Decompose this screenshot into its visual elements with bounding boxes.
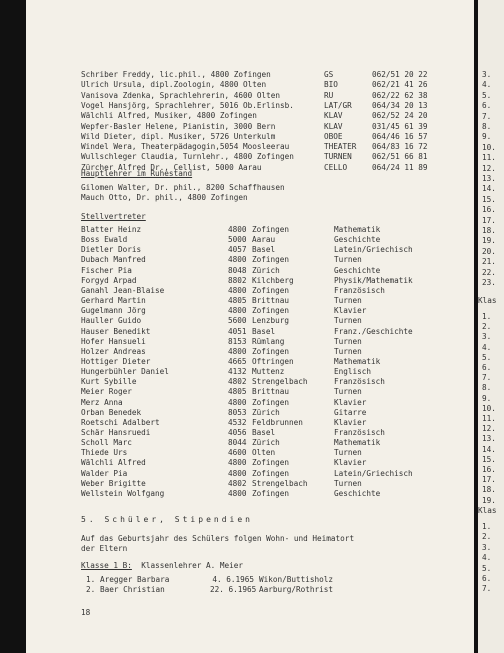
stellvertreter-name: Scholl Marc <box>81 438 132 448</box>
teacher-name: Schriber Freddy, lic.phil., 4800 Zofingen <box>81 70 271 79</box>
stellvertreter-zip: 4132 <box>228 367 247 377</box>
stellvertreter-town: Oftringen <box>252 356 294 366</box>
stellvertreter-zip: 8153 <box>228 336 247 346</box>
stellvertreter-subject: Turnen <box>334 448 362 458</box>
stellvertreter-name: Orban Benedek <box>81 407 142 417</box>
stellvertreter-zip: 5600 <box>228 316 247 326</box>
teacher-name: Zürcher Alfred Dr., Cellist, 5000 Aarau <box>81 162 262 172</box>
right-page-number: 11. <box>482 153 496 163</box>
stellvertreter-heading: Stellvertreter <box>81 212 146 221</box>
teacher-phone: 062/51 20 22 <box>372 70 428 79</box>
stellvertreter-town: Zofingen <box>252 458 290 468</box>
teacher-phone: 064/46 16 57 <box>372 131 428 141</box>
stellvertreter-zip: 4665 <box>228 356 247 366</box>
stellvertreter-town: Zofingen <box>252 346 290 356</box>
right-page-klasse: Klas <box>478 296 497 305</box>
stellvertreter-town: Rümlang <box>252 336 285 346</box>
stellvertreter-zip: 4802 <box>228 478 247 488</box>
student-birthdate: 4. 6.1965 <box>212 575 254 584</box>
stellvertreter-town: Basel <box>252 245 276 255</box>
klasse-heading: Klasse 1 B: <box>81 561 132 570</box>
right-page-number: 8. <box>482 122 492 131</box>
stellvertreter-zip: 5000 <box>228 235 247 245</box>
stellvertreter-subject: Turnen <box>334 336 362 346</box>
stellvertreter-subject: Mathematik <box>334 438 381 448</box>
teacher-phone: 062/52 24 20 <box>372 111 428 121</box>
stellvertreter-name: Schär Hansruedi <box>81 428 151 437</box>
right-page-klasse: Klas <box>478 506 497 515</box>
document-page-right <box>478 0 504 653</box>
stellvertreter-town: Brittnau <box>252 387 290 397</box>
stellvertreter-subject: Mathematik <box>334 356 381 366</box>
teacher-subject: THEATER <box>324 142 357 152</box>
stellvertreter-subject: Turnen <box>334 255 362 265</box>
hauptlehrer-line: Gilomen Walter, Dr. phil., 8200 Schaffhausen <box>81 183 285 192</box>
right-page-number: 20. <box>482 246 496 256</box>
stellvertreter-zip: 4057 <box>228 245 247 255</box>
right-page-number: 14. <box>482 444 496 454</box>
right-page-number: 23. <box>482 278 496 287</box>
stellvertreter-subject: Physik/Mathematik <box>334 275 413 285</box>
student-place: Wikon/Buttisholz <box>259 575 334 584</box>
stellvertreter-zip: 8048 <box>228 265 247 275</box>
right-page-number: 6. <box>482 363 492 372</box>
stellvertreter-name: Merz Anna <box>81 397 123 407</box>
stellvertreter-zip: 8802 <box>228 275 247 285</box>
stellvertreter-name: Hottiger Dieter <box>81 356 151 366</box>
stellvertreter-town: Zofingen <box>252 468 290 478</box>
stellvertreter-subject: Klavier <box>334 458 367 468</box>
student-place: Aarburg/Rothrist <box>259 585 334 594</box>
stellvertreter-town: Zofingen <box>252 397 290 407</box>
stellvertreter-zip: 4802 <box>228 377 247 387</box>
hauptlehrer-heading: Hauptlehrer im Ruhestand <box>81 169 193 178</box>
stellvertreter-town: Brittnau <box>252 296 290 306</box>
stellvertreter-name: Hofer Hansueli <box>81 336 146 346</box>
right-page-number: 21. <box>482 257 496 267</box>
right-page-number: 3. <box>482 542 492 552</box>
right-page-number: 5. <box>482 352 492 362</box>
stellvertreter-town: Muttenz <box>252 367 285 377</box>
stellvertreter-subject: Turnen <box>334 387 362 397</box>
stellvertreter-subject: Gitarre <box>334 407 367 417</box>
stellvertreter-subject: Französisch <box>334 377 385 387</box>
stellvertreter-zip: 4056 <box>228 428 247 437</box>
stellvertreter-zip: 4532 <box>228 417 247 427</box>
section-title: 5. Schüler, Stipendien <box>81 515 253 524</box>
stellvertreter-town: Zofingen <box>252 225 290 234</box>
right-page-number: 15. <box>482 194 496 204</box>
right-page-number: 10. <box>482 403 496 413</box>
right-page-number: 9. <box>482 393 492 403</box>
stellvertreter-name: Wellstein Wolfgang <box>81 488 165 498</box>
stellvertreter-name: Fischer Pia <box>81 265 132 275</box>
right-page-number: 3. <box>482 332 492 342</box>
stellvertreter-name: Wälchli Alfred <box>81 458 146 468</box>
stellvertreter-town: Zürich <box>252 265 280 275</box>
stellvertreter-name: Dubach Manfred <box>81 255 146 265</box>
stellvertreter-name: Hauller Guido <box>81 316 142 326</box>
stellvertreter-zip: 4800 <box>228 397 247 407</box>
stellvertreter-subject: Französisch <box>334 428 385 437</box>
student-number: 2. <box>86 585 96 594</box>
stellvertreter-subject: Englisch <box>334 367 372 377</box>
stellvertreter-zip: 4800 <box>228 458 247 468</box>
document-page-left <box>26 0 474 653</box>
right-page-number: 6. <box>482 101 492 111</box>
stellvertreter-town: Zofingen <box>252 488 290 498</box>
right-page-number: 3. <box>482 70 492 79</box>
teacher-name: Ulrich Ursula, dipl.Zoologin, 4800 Olten <box>81 80 267 90</box>
stellvertreter-subject: Turnen <box>334 316 362 326</box>
right-page-number: 4. <box>482 553 492 563</box>
right-page-number: 17. <box>482 215 496 225</box>
teacher-subject: LAT/GR <box>324 100 352 110</box>
teacher-phone: 064/34 20 13 <box>372 100 428 110</box>
right-page-number: 13. <box>482 434 496 444</box>
section-intro: der Eltern <box>81 544 128 553</box>
right-page-number: 9. <box>482 132 492 142</box>
stellvertreter-town: Aarau <box>252 235 276 245</box>
teacher-subject: KLAV <box>324 121 343 131</box>
student-name: Aregger Barbara <box>100 575 170 584</box>
teacher-subject: BIO <box>324 80 338 90</box>
right-page-number: 10. <box>482 142 496 152</box>
teacher-name: Windel Wera, Theaterpädagogin,5054 Moosleerau <box>81 142 290 152</box>
stellvertreter-town: Strengelbach <box>252 377 308 387</box>
student-number: 1. <box>86 575 96 584</box>
stellvertreter-subject: Geschichte <box>334 488 381 498</box>
stellvertreter-zip: 4800 <box>228 306 247 316</box>
student-name: Baer Christian <box>100 585 165 594</box>
stellvertreter-subject: Klavier <box>334 397 367 407</box>
stellvertreter-town: Lenzburg <box>252 316 290 326</box>
teacher-subject: OBOE <box>324 131 343 141</box>
stellvertreter-subject: Latein/Griechisch <box>334 468 413 478</box>
teacher-name: Wälchli Alfred, Musiker, 4800 Zofingen <box>81 111 257 121</box>
teacher-phone: 062/22 62 38 <box>372 90 428 100</box>
stellvertreter-name: Ganahl Jean-Blaise <box>81 285 165 295</box>
teacher-subject: RU <box>324 90 334 100</box>
right-page-number: 4. <box>482 342 492 352</box>
stellvertreter-name: Weber Brigitte <box>81 478 146 488</box>
right-page-number: 12. <box>482 424 496 434</box>
stellvertreter-name: Meier Roger <box>81 387 132 397</box>
stellvertreter-town: Basel <box>252 326 276 336</box>
right-page-number: 6. <box>482 574 492 583</box>
stellvertreter-name: Forgyd Arpad <box>81 275 137 285</box>
teacher-name: Wild Dieter, dipl. Musiker, 5726 Unterkulm <box>81 131 276 141</box>
stellvertreter-zip: 4800 <box>228 225 247 234</box>
right-page-number: 12. <box>482 163 496 173</box>
right-page-number: 11. <box>482 414 496 423</box>
teacher-phone: 031/45 61 39 <box>372 121 428 131</box>
stellvertreter-zip: 4800 <box>228 285 247 295</box>
stellvertreter-name: Holzer Andreas <box>81 346 146 356</box>
stellvertreter-zip: 4600 <box>228 448 247 458</box>
stellvertreter-subject: Französisch <box>334 285 385 295</box>
stellvertreter-subject: Turnen <box>334 478 362 488</box>
stellvertreter-subject: Turnen <box>334 346 362 356</box>
right-page-number: 7. <box>482 111 492 121</box>
stellvertreter-name: Boss Ewald <box>81 235 128 245</box>
right-page-number: 7. <box>482 584 492 594</box>
stellvertreter-town: Kilchberg <box>252 275 294 285</box>
right-page-number: 18. <box>482 485 496 495</box>
stellvertreter-subject: Geschichte <box>334 235 381 245</box>
right-page-number: 14. <box>482 184 496 194</box>
right-page-number: 8. <box>482 383 492 393</box>
stellvertreter-name: Kurt Sybille <box>81 377 137 387</box>
stellvertreter-name: Thiede Urs <box>81 448 128 458</box>
stellvertreter-zip: 4800 <box>228 255 247 265</box>
right-page-number: 2. <box>482 532 492 542</box>
teacher-subject: TURNEN <box>324 152 352 162</box>
stellvertreter-zip: 8053 <box>228 407 247 417</box>
right-page-number: 16. <box>482 205 496 215</box>
stellvertreter-name: Hungerbühler Daniel <box>81 367 169 377</box>
right-page-number: 19. <box>482 236 496 246</box>
right-page-number: 13. <box>482 174 496 183</box>
stellvertreter-town: Zürich <box>252 438 280 448</box>
right-page-number: 16. <box>482 465 496 474</box>
stellvertreter-town: Zofingen <box>252 255 290 265</box>
stellvertreter-zip: 8044 <box>228 438 247 448</box>
stellvertreter-zip: 4805 <box>228 387 247 397</box>
stellvertreter-subject: Franz./Geschichte <box>334 326 413 336</box>
stellvertreter-zip: 4051 <box>228 326 247 336</box>
teacher-name: Wepfer-Basler Helene, Pianistin, 3000 Bern <box>81 121 276 131</box>
stellvertreter-town: Strengelbach <box>252 478 308 488</box>
stellvertreter-name: Gerhard Martin <box>81 296 146 306</box>
stellvertreter-zip: 4800 <box>228 346 247 356</box>
right-page-number: 17. <box>482 475 496 485</box>
stellvertreter-town: Olten <box>252 448 276 458</box>
section-intro: Auf das Geburtsjahr des Schülers folgen Wohn- und Heimatort <box>81 534 355 543</box>
teacher-name: Wullschleger Claudia, Turnlehr., 4800 Zofingen <box>81 152 294 162</box>
stellvertreter-town: Feldbrunnen <box>252 417 303 427</box>
stellvertreter-name: Gugelmann Jörg <box>81 306 146 316</box>
stellvertreter-subject: Klavier <box>334 306 367 316</box>
stellvertreter-name: Walder Pia <box>81 468 128 478</box>
teacher-phone: 062/51 66 81 <box>372 152 428 162</box>
stellvertreter-name: Dietler Doris <box>81 245 142 255</box>
right-page-number: 7. <box>482 373 492 383</box>
stellvertreter-subject: Mathematik <box>334 225 381 234</box>
right-page-number: 19. <box>482 495 496 505</box>
teacher-subject: KLAV <box>324 111 343 121</box>
right-page-number: 5. <box>482 90 492 100</box>
teacher-phone: 064/24 11 89 <box>372 162 428 172</box>
stellvertreter-town: Zürich <box>252 407 280 417</box>
right-page-number: 2. <box>482 322 492 332</box>
stellvertreter-town: Zofingen <box>252 306 290 316</box>
right-page-number: 18. <box>482 226 496 235</box>
right-page-number: 15. <box>482 454 496 464</box>
stellvertreter-subject: Geschichte <box>334 265 381 275</box>
right-page-number: 1. <box>482 312 492 321</box>
teacher-subject: GS <box>324 70 334 79</box>
stellvertreter-name: Blatter Heinz <box>81 225 142 234</box>
hauptlehrer-line: Mauch Otto, Dr. phil., 4800 Zofingen <box>81 193 248 202</box>
stellvertreter-subject: Latein/Griechisch <box>334 245 413 255</box>
klasse-teacher: Klassenlehrer A. Meier <box>141 561 244 570</box>
teacher-subject: CELLO <box>324 162 348 172</box>
teacher-phone: 064/83 16 72 <box>372 142 428 152</box>
stellvertreter-name: Hauser Benedikt <box>81 326 151 336</box>
stellvertreter-zip: 4800 <box>228 468 247 478</box>
klasse-line <box>81 561 243 571</box>
student-birthdate: 22. 6.1965 <box>210 585 257 594</box>
teacher-name: Vogel Hansjörg, Sprachlehrer, 5016 Ob.Erlinsb. <box>81 100 294 110</box>
teacher-name: Vanisova Zdenka, Sprachlehrerin, 4600 Olten <box>81 90 281 100</box>
right-page-number: 4. <box>482 80 492 90</box>
right-page-number: 5. <box>482 563 492 573</box>
stellvertreter-subject: Klavier <box>334 417 367 427</box>
stellvertreter-subject: Turnen <box>334 296 362 306</box>
stellvertreter-town: Zofingen <box>252 285 290 295</box>
stellvertreter-zip: 4800 <box>228 488 247 498</box>
page-number: 18 <box>81 608 91 617</box>
teacher-phone: 062/21 41 26 <box>372 80 428 90</box>
right-page-number: 22. <box>482 267 496 277</box>
stellvertreter-name: Roetschi Adalbert <box>81 417 160 427</box>
right-page-number: 1. <box>482 522 492 531</box>
stellvertreter-zip: 4805 <box>228 296 247 306</box>
stellvertreter-town: Basel <box>252 428 276 437</box>
